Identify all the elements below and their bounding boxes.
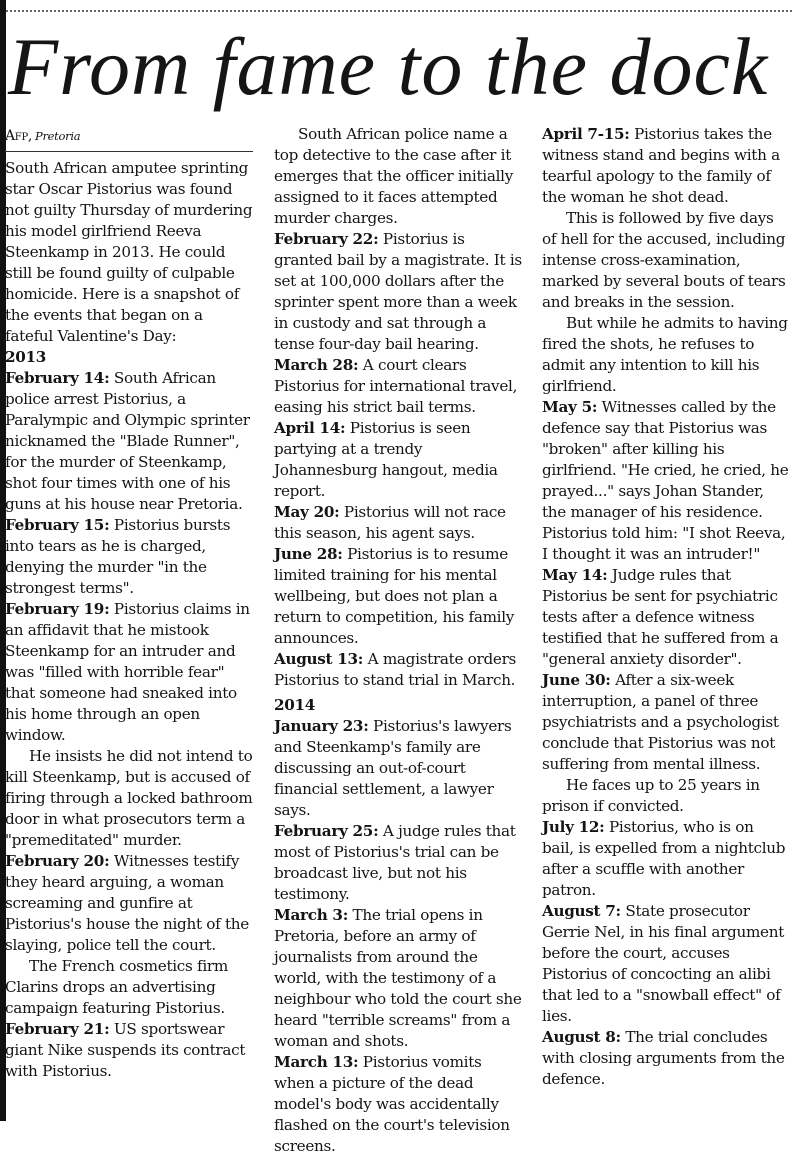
entry-jul12 [542, 817, 789, 901]
entry-date: August 7: [542, 902, 621, 920]
entry-text: Witnesses called by the defence say that Pistorius was "broken" after killing his girlfriend. "He cried, he cried, he prayed..." says Johan Stander, the manager of his residence. Pistorius told him: "I shot Reeva, I thought it was an intruder!" [542, 398, 789, 563]
entry-text: A magistrate orders Pistorius to stand trial in March. [274, 650, 517, 689]
entry-feb20-continued: The French cosmetics firm Clarins drops an advertising campaign featuring Pistorius. [5, 957, 228, 1017]
entry-date: April 7-15: [542, 125, 630, 143]
entry-date: February 22: [274, 230, 379, 248]
entry-text: Pistorius is to resume limited training for his mental wellbeing, but does not plan a return to competition, his family announces. [274, 545, 515, 647]
entry-date: May 20: [274, 503, 340, 521]
entry-date: February 21: [5, 1020, 110, 1038]
entry-date: March 13: [274, 1053, 359, 1071]
entry-date: May 5: [542, 398, 598, 416]
dotted-top-rule [6, 10, 792, 12]
entry-aug13 [274, 649, 522, 691]
entry-jun28 [274, 544, 522, 649]
entry-feb22 [274, 229, 522, 355]
entry-text: State prosecutor Gerrie Nel, in his final argument before the court, accuses Pistorius of concocting an alibi that led to a "snowball effect" of lies. [542, 902, 785, 1025]
entry-text: Pistorius will not race this season, his agent says. [274, 503, 506, 542]
entry-text: The trial opens in Pretoria, before an army of journalists from around the world, with the testimony of a neighbour who told the court she heard "terrible screams" from a woman and shots. [274, 906, 522, 1050]
entry-feb19-continued: He insists he did not intend to kill Steenkamp, but is accused of firing through a locked bathroom door in what prosecutors term a "premeditated" murder. [5, 747, 253, 849]
entry-text: Pistorius is granted bail by a magistrate. It is set at 100,000 dollars after the sprinter spent more than a week in custody and sat through a tense four-day bail hearing. [274, 230, 522, 353]
entry-text: Pistorius vomits when a picture of the dead model's body was accidentally flashed on the court's television screens. [274, 1053, 510, 1155]
entry-date: February 19: [5, 600, 110, 618]
entry-may5 [542, 397, 789, 565]
entry-aug8 [542, 1027, 789, 1090]
entry-may14 [542, 565, 789, 670]
entry-text: Pistorius takes the witness stand and begins with a tearful apology to the family of the woman he shot dead. [542, 125, 780, 206]
entry-feb15 [5, 515, 253, 599]
byline-rule [5, 151, 253, 152]
entry-apr14 [274, 418, 522, 502]
entry-apr7 [542, 124, 789, 208]
entry-date: April 14: [274, 419, 346, 437]
entry-date: February 25: [274, 822, 379, 840]
entry-date: July 12: [542, 818, 605, 836]
entry-apr7-continued-2: But while he admits to having fired the shots, he refuses to admit any intention to kill his girlfriend. [542, 314, 788, 395]
entry-mar3 [274, 905, 522, 1052]
column-1 [5, 124, 253, 1121]
entry-text: US sportswear giant Nike suspends its contract with Pistorius. [5, 1020, 246, 1080]
entry-date: February 15: [5, 516, 110, 534]
byline-place: Pretoria [35, 129, 81, 143]
entry-date: June 30: [542, 671, 611, 689]
entry-feb21 [5, 1019, 253, 1082]
entry-mar13 [274, 1052, 522, 1157]
entry-text: Pistorius bursts into tears as he is charged, denying the murder "in the strongest terms". [5, 516, 231, 597]
entry-text: Judge rules that Pistorius be sent for psychiatric tests after a defence witness testified that he suffered from a "general anxiety disorder". [542, 566, 779, 668]
year-heading-2014: 2014 [274, 696, 316, 714]
entry-text: The trial concludes with closing arguments from the defence. [542, 1028, 785, 1088]
entry-date: May 14: [542, 566, 608, 584]
entry-apr7-continued-1: This is followed by five days of hell for the accused, including intense cross-examination, marked by several bouts of tears and breaks in the session. [542, 209, 786, 311]
entry-text: Pistorius, who is on bail, is expelled from a nightclub after a scuffle with another patron. [542, 818, 786, 899]
entry-jun30-continued: He faces up to 25 years in prison if convicted. [542, 776, 760, 815]
entry-aug7 [542, 901, 789, 1027]
intro-paragraph: South African amputee sprinting star Oscar Pistorius was found not guilty Thursday of murdering his model girlfriend Reeva Steenkamp in 2013. He could still be found guilty of culpable homicide. Here is a snapshot of the events that began on a fateful Valentine's Day: [5, 159, 253, 345]
entry-text: Pistorius claims in an affidavit that he mistook Steenkamp for an intruder and was "filled with horrible fear" that someone had sneaked into his home through an open window. [5, 600, 250, 744]
entry-feb20 [5, 851, 253, 956]
entry-date: January 23: [274, 717, 369, 735]
entry-feb25 [274, 821, 522, 905]
column-3 [542, 124, 789, 1121]
entry-feb21-continued: South African police name a top detective to the case after it emerges that the officer initially assigned to it faces attempted murder charges. [274, 125, 513, 227]
entry-feb19 [5, 599, 253, 746]
headline: From fame to the dock [8, 21, 769, 112]
entry-feb14 [5, 368, 253, 515]
entry-date: March 3: [274, 906, 349, 924]
entry-date: August 13: [274, 650, 364, 668]
entry-date: August 8: [542, 1028, 621, 1046]
entry-jan23 [274, 716, 522, 821]
entry-text: South African police arrest Pistorius, a Paralympic and Olympic sprinter nicknamed the "Blade Runner", for the murder of Steenkamp, shot four times with one of his guns at his house near Pretoria. [5, 369, 250, 513]
entry-date: February 14: [5, 369, 110, 387]
entry-mar28 [274, 355, 522, 418]
column-2 [274, 124, 522, 1155]
entry-date: February 20: [5, 852, 110, 870]
entry-text: Pistorius is seen partying at a trendy Johannesburg hangout, media report. [274, 419, 498, 500]
entry-text: A judge rules that most of Pistorius's trial can be broadcast live, but not his testimony. [274, 822, 516, 903]
entry-text: A court clears Pistorius for international travel, easing his strict bail terms. [274, 356, 518, 416]
entry-text: Witnesses testify they heard arguing, a woman screaming and gunfire at Pistorius's house the night of the slaying, police tell the court. [5, 852, 249, 954]
byline-agency: Afp, [5, 128, 33, 144]
entry-may20 [274, 502, 522, 544]
year-heading-2013: 2013 [5, 348, 47, 366]
entry-date: June 28: [274, 545, 343, 563]
entry-text: After a six-week interruption, a panel of three psychiatrists and a psychologist conclude that Pistorius was not suffering from mental illness. [542, 671, 779, 773]
entry-jun30 [542, 670, 789, 775]
byline [5, 124, 253, 149]
entry-date: March 28: [274, 356, 359, 374]
entry-text: Pistorius's lawyers and Steenkamp's family are discussing an out-of-court financial settlement, a lawyer says. [274, 717, 512, 819]
